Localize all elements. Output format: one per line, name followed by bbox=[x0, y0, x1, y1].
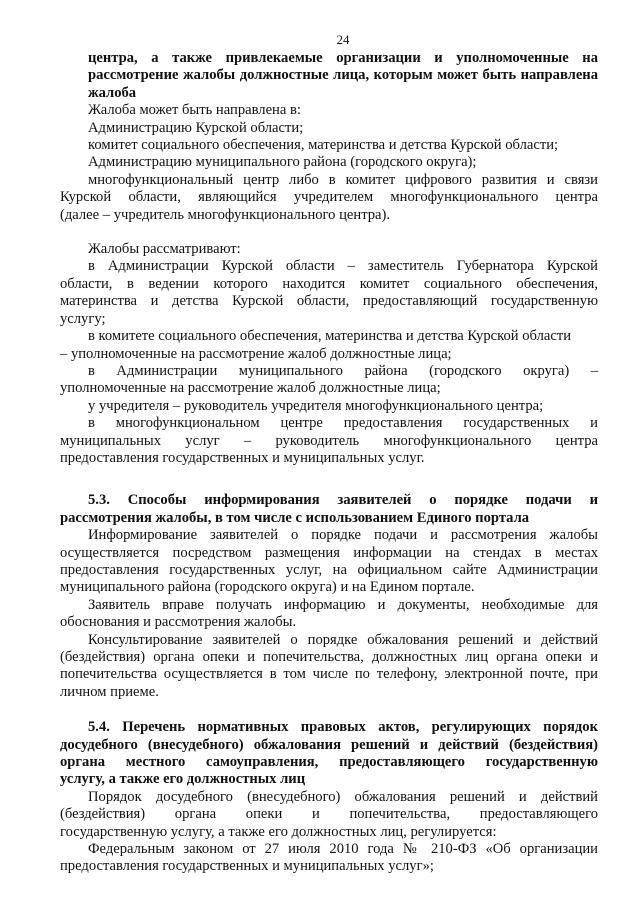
text-line: осуществляется посредством размещения информации на стендах в местах bbox=[60, 544, 598, 561]
text-line: рассмотрения жалобы, в том числе с использованием Единого портала bbox=[60, 509, 530, 526]
text-line: Жалоба может быть направлена в: bbox=[88, 102, 301, 119]
text-line: (далее – учредитель многофункционального центра). bbox=[60, 206, 391, 223]
text-line: предоставления государственных услуг, на официальном сайте Администрации bbox=[60, 561, 598, 578]
text-line: досудебного (внесудебного) обжалования решений и действий (бездействия) bbox=[60, 736, 598, 753]
text-line: в Администрации муниципального района (городского округа) – bbox=[88, 362, 598, 379]
text-line: (бездействия) органа опеки и попечительства, должностных лиц органа опеки и bbox=[60, 649, 598, 665]
text-line: личном приеме. bbox=[60, 683, 159, 700]
text-line: уполномоченные на рассмотрение жалоб должностные лица; bbox=[60, 380, 441, 397]
section-5-4-heading bbox=[60, 719, 598, 789]
text-line: обоснования и рассмотрения жалобы. bbox=[60, 614, 297, 631]
text-line: органа местного самоуправления, предоставляющего государственную bbox=[60, 754, 598, 771]
text-line: материнства и детства Курской области, предоставляющий государственную bbox=[60, 293, 598, 310]
text-line: Администрацию Курской области; bbox=[88, 119, 304, 136]
text-line: центра, а также привлекаемые организации и уполномоченные на bbox=[88, 50, 598, 66]
section-5-3-heading bbox=[60, 492, 598, 527]
text-line: муниципального района (городского округа) и на Едином портале. bbox=[60, 579, 475, 596]
text-line: предоставления государственных и муниципальных услуг»; bbox=[60, 858, 434, 875]
section-5-4-body bbox=[60, 788, 598, 876]
text-line: 5.4. Перечень нормативных правовых актов, регулирующих порядок bbox=[88, 719, 598, 736]
text-line: Консультирование заявителей о порядке обжалования решений и действий bbox=[88, 631, 598, 648]
section-5-3-body bbox=[60, 527, 598, 701]
text-line: в многофункциональном центре предоставления государственных и bbox=[88, 415, 598, 432]
text-line: Информирование заявителей о порядке подачи и рассмотрения жалобы bbox=[88, 527, 598, 544]
text-line: области, в ведении которого находится комитет социального обеспечения, bbox=[60, 275, 598, 292]
text-line: жалоба bbox=[88, 84, 137, 101]
text-line: Заявитель вправе получать информацию и документы, необходимые для bbox=[88, 596, 598, 613]
complaint-recipients-paragraph bbox=[60, 102, 598, 224]
text-line: Курской области, являющийся учредителем многофункционального центра bbox=[60, 189, 598, 206]
document-page bbox=[60, 32, 598, 876]
text-line: 5.3. Способы информирования заявителей о порядке подачи и bbox=[88, 492, 598, 509]
text-line: предоставления государственных и муниципальных услуг. bbox=[60, 449, 425, 466]
text-line: Порядок досудебного (внесудебного) обжалования решений и действий bbox=[88, 788, 598, 805]
page-number: 24 bbox=[336, 32, 350, 47]
text-line: Федеральным законом от 27 июля 2010 года № 210-ФЗ «Об организации bbox=[88, 841, 598, 858]
text-line: – уполномоченные на рассмотрение жалоб должностные лица; bbox=[60, 345, 452, 362]
text-line: у учредителя – руководитель учредителя многофункционального центра; bbox=[88, 397, 544, 414]
complaint-reviewers-paragraph bbox=[60, 241, 598, 467]
text-line: услугу, а также его должностных лиц bbox=[60, 771, 306, 788]
text-line: муниципальных услуг – руководитель многофункционального центра bbox=[60, 432, 598, 449]
text-line: в комитете социального обеспечения, материнства и детства Курской области bbox=[88, 328, 572, 345]
text-line: Администрацию муниципального района (городского округа); bbox=[88, 154, 477, 171]
text-line: услугу; bbox=[60, 310, 106, 327]
text-line: комитет социального обеспечения, материнства и детства Курской области; bbox=[88, 137, 559, 154]
text-line: рассмотрение жалобы должностные лица, которым может быть направлена bbox=[88, 67, 598, 84]
text-line: (бездействия) органа опеки и попечительства, предоставляющего bbox=[60, 806, 598, 823]
intro-heading bbox=[88, 50, 598, 102]
text-line: попечительства осуществляется в том числе по телефону, электронной почте, при bbox=[60, 666, 598, 683]
text-line: многофункциональный центр либо в комитет цифрового развития и связи bbox=[88, 171, 598, 188]
text-line: в Администрации Курской области – заместитель Губернатора Курской bbox=[88, 258, 598, 275]
text-line: Жалобы рассматривают: bbox=[88, 241, 241, 258]
text-line: государственную услугу, а также его должностных лиц, регулируется: bbox=[60, 823, 497, 840]
